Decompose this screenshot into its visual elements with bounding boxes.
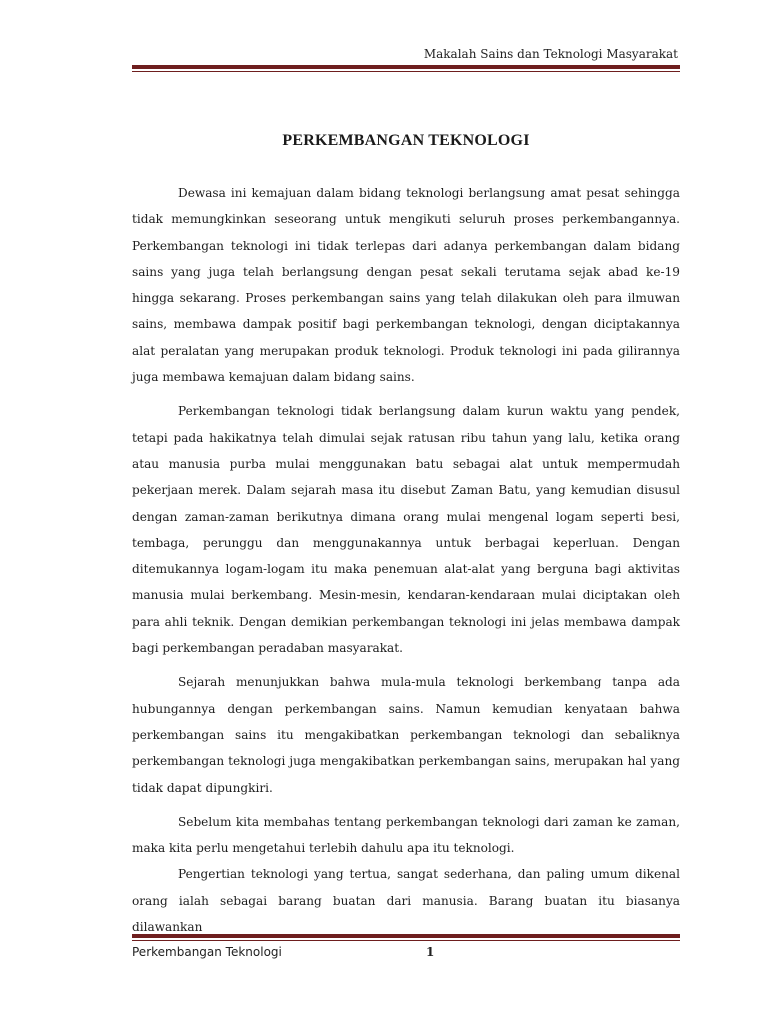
document-body [132, 180, 680, 940]
paragraph-1: Dewasa ini kemajuan dalam bidang teknologi berlangsung amat pesat sehingga tidak memungkinkan seseorang untuk mengikuti seluruh proses perkembangannya. Perkembangan teknologi ini tidak terlepas dari adanya perkembangan dalam bidang sains yang juga telah berlangsung dengan pesat sekali terutama sejak abad ke-19 hingga sekarang. Proses perkembangan sains yang telah dilakukan oleh para ilmuwan sains, membawa dampak positif bagi perkembangan teknologi, dengan diciptakannya alat peralatan yang merupakan produk teknologi. Produk teknologi ini pada gilirannya juga membawa kemajuan dalam bidang sains. [132, 186, 680, 385]
running-header: Makalah Sains dan Teknologi Masyarakat [423, 47, 678, 61]
footer-rule-thick [132, 934, 680, 938]
paragraph-4: Sebelum kita membahas tentang perkembangan teknologi dari zaman ke zaman, maka kita perlu mengetahui terlebih dahulu apa itu teknologi. [132, 814, 680, 856]
header-rule-thin [132, 71, 680, 72]
document-title: PERKEMBANGAN TEKNOLOGI [282, 132, 530, 149]
header-rule-thick [132, 65, 680, 69]
footer-rule-thin [132, 940, 680, 941]
page-number: 1 [426, 945, 435, 959]
paragraph-2: Perkembangan teknologi tidak berlangsung dalam kurun waktu yang pendek, tetapi pada hakikatnya telah dimulai sejak ratusan ribu tahun yang lalu, ketika orang atau manusia purba mulai menggunakan batu sebagai alat untuk mempermudah pekerjaan merek. Dalam sejarah masa itu disebut Zaman Batu, yang kemudian disusul dengan zaman-zaman berikutnya dimana orang mulai mengenal logam seperti besi, tembaga, perunggu dan menggunakannya untuk berbagai keperluan. Dengan ditemukannya logam-logam itu maka penemuan alat-alat yang berguna bagi aktivitas manusia mulai berkembang. Mesin-mesin, kendaran-kendaraan mulai diciptakan oleh para ahli teknik. Dengan demikian perkembangan teknologi ini jelas membawa dampak bagi perkembangan peradaban masyarakat. [132, 404, 680, 656]
paragraph-3: Sejarah menunjukkan bahwa mula-mula teknologi berkembang tanpa ada hubungannya dengan perkembangan sains. Namun kemudian kenyataan bahwa perkembangan sains itu mengakibatkan perkembangan teknologi dan sebaliknya perkembangan teknologi juga mengakibatkan perkembangan sains, merupakan hal yang tidak dapat dipungkiri. [132, 675, 680, 795]
paragraph-5: Pengertian teknologi yang tertua, sangat sederhana, dan paling umum dikenal orang ialah sebagai barang buatan dari manusia. Barang buatan itu biasanya dilawankan [132, 867, 680, 935]
footer-doc-name: Perkembangan Teknologi [132, 945, 282, 959]
